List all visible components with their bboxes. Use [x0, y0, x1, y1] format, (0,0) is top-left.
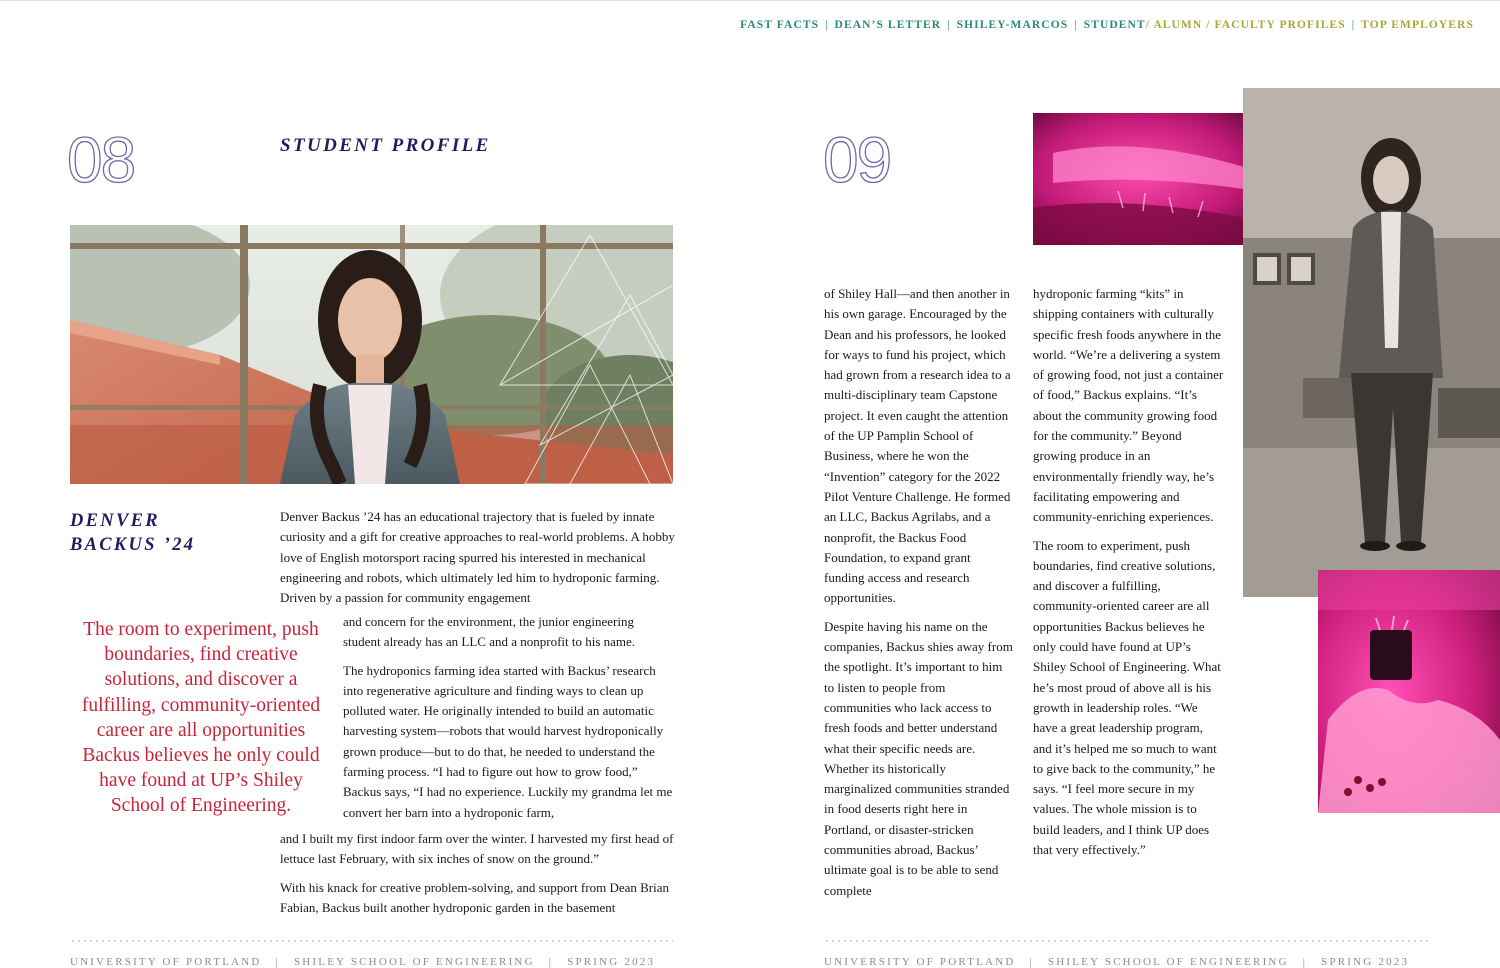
footer-separator: |	[1029, 956, 1034, 968]
paragraph-2-bottom: and I built my first indoor farm over the winter. I harvested my first head of lettuce last February, with six inches of snow on the ground.”	[280, 831, 674, 867]
nav-separator: |	[1074, 19, 1078, 31]
right-col1-paragraph-2: Despite having his name on the companies, Backus shies away from the spotlight. It’s important to him to listen to people from communities who lack access to fresh foods and better understand what their specific needs are. Whether its historically marginalized communities stranded in food deserts right here in Portland, or disaster-stricken communities abroad, Backus’ ultimate goal is to be able to send complete	[824, 618, 1013, 898]
right-column-2	[1033, 284, 1225, 860]
article-bottom-block	[280, 829, 675, 918]
nav-fast-facts[interactable]: FAST FACTS	[740, 19, 820, 31]
nav-alumn-faculty-profiles[interactable]: / ALUMN / FACULTY PROFILES	[1145, 19, 1346, 31]
article-indented-block	[343, 612, 673, 823]
page-number-right: 09	[823, 124, 891, 196]
footer-right	[824, 956, 1409, 968]
student-name	[70, 509, 195, 557]
footer-school: SHILEY SCHOOL OF ENGINEERING	[1047, 956, 1289, 968]
nav-deans-letter[interactable]: DEAN’S LETTER	[834, 19, 942, 31]
footer-university: UNIVERSITY OF PORTLAND	[70, 956, 262, 968]
seedling-photo-illustration	[1033, 113, 1269, 245]
paragraph-2-top: The hydroponics farming idea started with Backus’ research into regenerative agriculture and finding ways to clean up polluted water. He originally intended to build an automatic harvesting system—robots that would harvest hydroponically grown produce—but to do that, he needed to understand the farming process. “I had to figure out how to grow food,” Backus says, “I had no experience. Luckily my grandma let me convert her barn into a hydroponic farm,	[343, 662, 673, 820]
article-intro-top	[280, 507, 675, 608]
nav-student[interactable]: STUDENT	[1083, 19, 1146, 31]
footer-separator: |	[548, 956, 554, 968]
footer-left	[70, 956, 655, 968]
footer-issue: SPRING 2023	[567, 956, 656, 968]
footer-school: SHILEY SCHOOL OF ENGINEERING	[293, 956, 535, 968]
right-col2-paragraph-2: The room to experiment, push boundaries, find creative solutions, and discover a fulfilling, community-oriented career are all opportunities Backus believes he only could have found at UP’s Shiley School of Engineering. What he’s most proud of above all is his growth in leadership roles. “We have a great leadership program, and it’s helped me so much to want to give back to the community,” he says. “I feel more secure in my values. The whole mission is to build leaders, and I think UP does that very effectively.”	[1033, 537, 1221, 858]
nav-separator: |	[947, 19, 951, 31]
pull-quote: The room to experiment, push boundaries, find creative solutions, and discover a fulfilling, community-oriented career are all opportunities Backus believes he only could have found at UP’s Shiley School of Engineering.	[81, 619, 321, 817]
hand-seedling-photo	[1318, 570, 1500, 813]
intro-paragraph-bottom: and concern for the environment, the junior engineering student already has an LLC and a nonprofit to his name.	[343, 614, 636, 650]
portrait-photo-illustration	[1243, 88, 1500, 597]
footer-dotted-rule-right	[824, 938, 1429, 944]
top-border	[0, 0, 1500, 1]
portrait-photo	[1243, 88, 1500, 597]
footer-separator: |	[1302, 956, 1308, 968]
top-nav	[740, 19, 1474, 31]
student-name-line1: DENVER	[70, 511, 160, 531]
hero-photo-illustration	[70, 225, 673, 484]
student-name-line2: BACKUS ’24	[70, 535, 196, 555]
nav-shiley-marcos[interactable]: SHILEY-MARCOS	[956, 19, 1069, 31]
footer-dotted-rule-left	[70, 938, 673, 944]
right-col2-paragraph-1: hydroponic farming “kits” in shipping containers with culturally specific fresh foods anywhere in the world. “We’re a delivering a system of growing food, not just a container of food,” Backus explains. “It’s about the community growing food for the community.” Beyond growing produce in an environmentally friendly way, he’s facilitating empowering and community-enriching experiences.	[1033, 286, 1224, 525]
intro-paragraph-top: Denver Backus ’24 has an educational trajectory that is fueled by innate curiosity and a gift for creative approaches to real-world problems. A hobby love of English motorsport racing spurred his interested in mechanical engineering and robots, which ultimately led him to hydroponic farming. Driven by a passion for community engagement	[280, 509, 675, 606]
hero-photo	[70, 225, 673, 484]
right-col1-paragraph-1: of Shiley Hall—and then another in his own garage. Encouraged by the Dean and his professors, he looked for ways to fund his project, which had grown from a research idea to a multi-disciplinary team Capstone project. It even caught the attention of the UP Pamplin School of Business, where he won the “Invention” category for the 2022 Pilot Venture Challenge. He formed an LLC, Backus Agrilabs, and a nonprofit, the Backus Food Foundation, to expand grant funding access and research opportunities.	[824, 286, 1011, 606]
footer-university: UNIVERSITY OF PORTLAND	[824, 956, 1016, 968]
nav-separator: |	[825, 19, 829, 31]
nav-top-employers[interactable]: TOP EMPLOYERS	[1361, 19, 1474, 31]
hydroponic-seedling-photo	[1033, 113, 1269, 245]
hand-photo-illustration	[1318, 570, 1500, 813]
nav-separator: |	[1351, 19, 1356, 31]
page-number-left: 08	[67, 124, 135, 196]
footer-separator: |	[275, 956, 280, 968]
section-title: STUDENT PROFILE	[280, 135, 491, 156]
right-column-1	[824, 284, 1014, 901]
footer-issue: SPRING 2023	[1321, 956, 1410, 968]
paragraph-3: With his knack for creative problem-solving, and support from Dean Brian Fabian, Backus built another hydroponic garden in the basement	[280, 879, 670, 915]
